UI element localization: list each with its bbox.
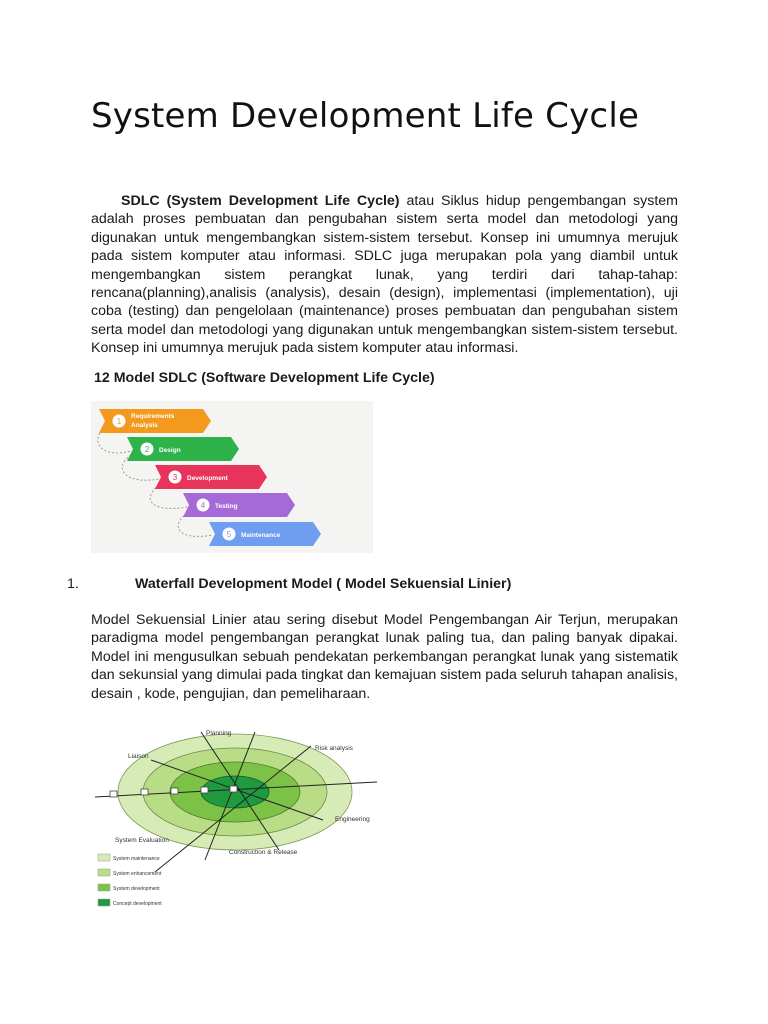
step-3-label: Development	[187, 475, 228, 482]
intro-text: atau Siklus hidup pengembangan system adalah proses pembuatan dan pengubahan sistem serta model dan metodologi yang digunakan untuk mengembangkan sistem-sistem tersebut. Konsep ini umumnya merujuk pada sistem komputer atau informasi. SDLC juga merupakan pola yang diambil untuk mengembangkan sistem perangkat lunak, yang terdiri dari tahap-tahap: rencana(planning),analisis (analysis), desain (design), implementasi (implementation), uji coba (testing) dan pengelolaan (maintenance) proses pembuatan dan pengubahan sistem serta model dan metodologi yang digunakan untuk mengembangkan sistem-sistem tersebut. Konsep ini umumnya merujuk pada sistem komputer atau informasi.	[91, 193, 678, 357]
label-planning: Planning	[206, 730, 232, 737]
legend-concept: Concept development	[113, 901, 162, 907]
waterfall-paragraph: Model Sekuensial Linier atau sering disebut Model Pengembangan Air Terjun, merupakan paradigma model pengembangan perangkat lunak paling tua, dan paling banyak dipakai. Model ini mengusulkan sebuah pendekatan perkembangan perangkat lunak yang sistematik dan sekunsial yang dimulai pada tingkat dan kemajuan sistem pada seluruh tahapan analisis, desain , kode, pengujian, dan pemeliharaan.	[91, 612, 678, 702]
step-3-number: 3	[172, 473, 178, 482]
step-4-number: 4	[200, 501, 206, 510]
marker-1	[110, 791, 117, 797]
waterfall-heading: Waterfall Development Model ( Model Sekuensial Linier)	[135, 576, 512, 592]
label-evaluation: System Evaluation	[115, 837, 169, 844]
spiral-model-figure	[93, 722, 393, 917]
sdlc-steps-figure	[91, 401, 373, 553]
step-3	[155, 465, 267, 489]
intro-bold-lead: SDLC (System Development Life Cycle)	[121, 193, 400, 209]
step-4	[183, 493, 295, 517]
label-construction: Construction & Release	[229, 849, 298, 856]
step-1-label-line1: Requirements	[131, 413, 175, 420]
step-5-number: 5	[226, 530, 232, 539]
page-title: System Development Life Cycle	[91, 96, 640, 136]
step-2-label: Design	[159, 447, 181, 454]
intro-paragraph	[91, 192, 678, 358]
step-5	[209, 522, 321, 546]
legend-development: System development	[113, 886, 160, 892]
label-risk: Risk analysis	[315, 745, 353, 752]
marker-4	[201, 787, 208, 793]
label-liaison: Liaison	[128, 753, 149, 760]
marker-5	[230, 786, 237, 792]
marker-3	[171, 788, 178, 794]
legend-maintenance: System maintenance	[113, 856, 160, 862]
step-1	[99, 409, 211, 433]
list-number: 1.	[67, 576, 79, 592]
step-1-number: 1	[116, 417, 122, 426]
legend	[98, 854, 162, 907]
section-heading: 12 Model SDLC (Software Development Life Cycle)	[94, 370, 435, 386]
step-4-label: Testing	[215, 503, 238, 510]
step-2-number: 2	[144, 445, 150, 454]
marker-2	[141, 789, 148, 795]
step-1-label-line2: Analysis	[131, 422, 158, 429]
step-2	[127, 437, 239, 461]
legend-enhancement: System enhancement	[113, 871, 162, 877]
step-5-label: Maintenance	[241, 532, 281, 539]
label-engineering: Engineering	[335, 816, 370, 823]
